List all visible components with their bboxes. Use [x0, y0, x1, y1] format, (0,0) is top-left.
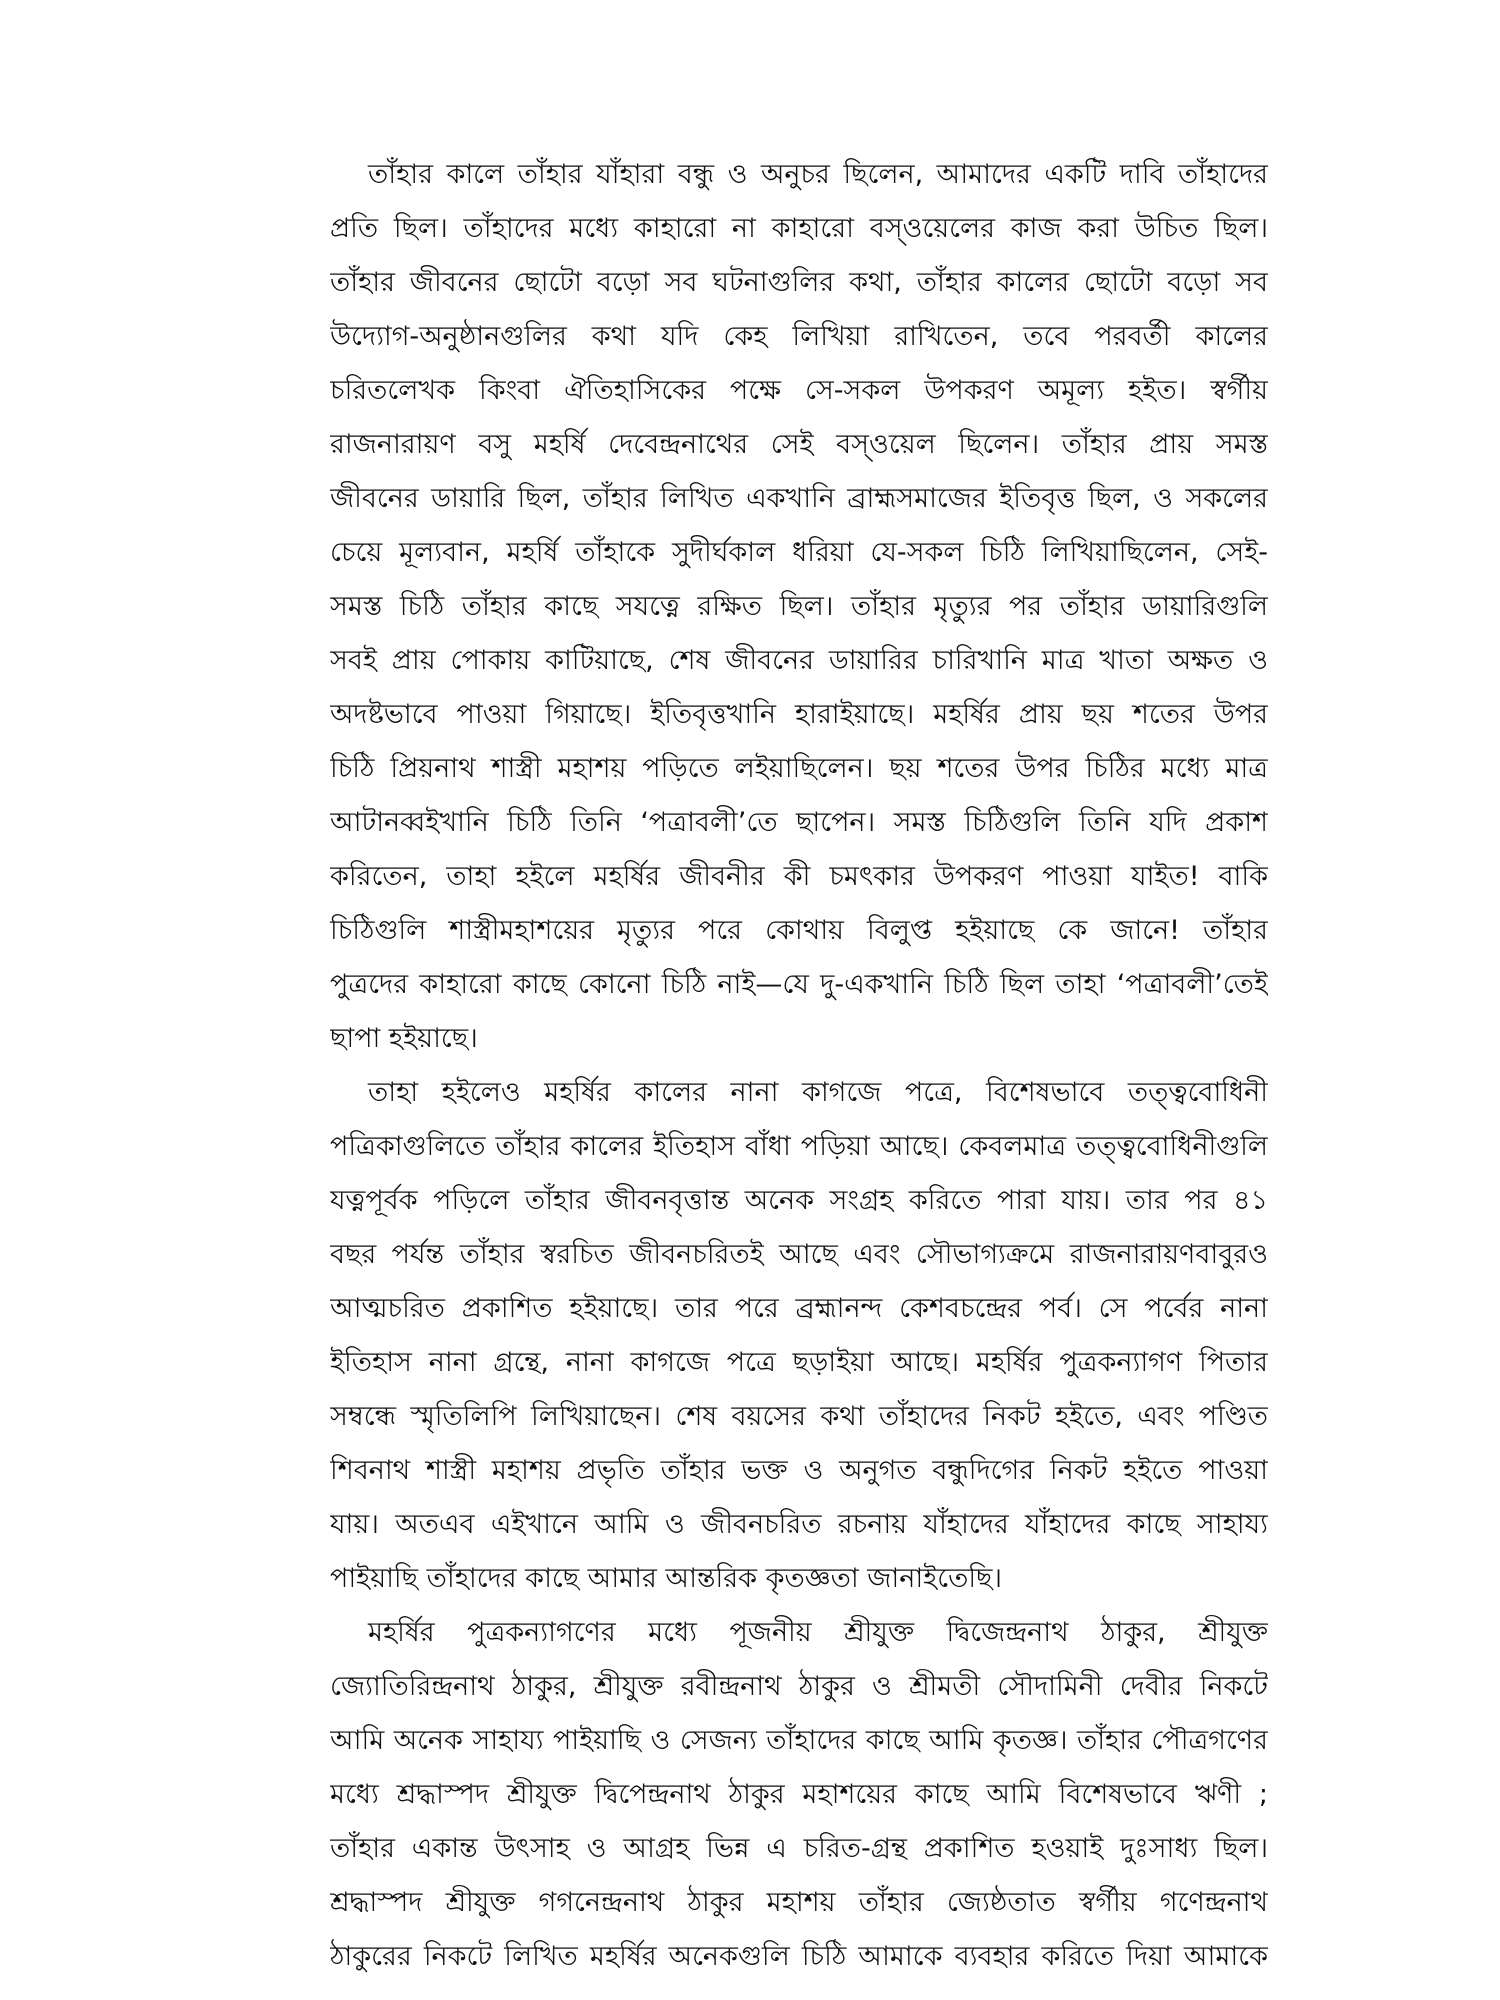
text-line: তাঁহার কালে তাঁহার যাঁহারা বন্ধু ও অনুচর ছিলেন, আমাদের একটি দাবি তাঁহাদের [368, 159, 1268, 190]
text-line: মধ্যে শ্রদ্ধাস্পদ শ্রীযুক্ত দ্বিপেন্দ্রনাথ ঠাকুর মহাশয়ের কাছে আমি বিশেষভাবে ঋণী ; [330, 1779, 1268, 1810]
text-line: ছাপা হইয়াছে। [330, 1023, 478, 1054]
text-line: শ্রদ্ধাস্পদ শ্রীযুক্ত গগনেন্দ্রনাথ ঠাকুর মহাশয় তাঁহার জ্যেষ্ঠতাত স্বর্গীয় গণেন্দ্রনাথ [330, 1887, 1268, 1918]
text-line: আমি অনেক সাহায্য পাইয়াছি ও সেজন্য তাঁহাদের কাছে আমি কৃতজ্ঞ। তাঁহার পৌত্রগণের [330, 1725, 1268, 1756]
text-line: জ্যোতিরিন্দ্রনাথ ঠাকুর, শ্রীযুক্ত রবীন্দ্রনাথ ঠাকুর ও শ্রীমতী সৌদামিনী দেবীর নিকটে [330, 1671, 1268, 1702]
paragraph-3 [330, 1606, 1268, 1984]
text-line: ঠাকুরের নিকটে লিখিত মহর্ষির অনেকগুলি চিঠি আমাকে ব্যবহার করিতে দিয়া আমাকে [330, 1941, 1268, 1972]
text-line: পুত্রদের কাহারো কাছে কোনো চিঠি নাই—যে দু-একখানি চিঠি ছিল তাহা ‘পত্রাবলী’তেই [330, 969, 1268, 1000]
text-line: প্রতি ছিল। তাঁহাদের মধ্যে কাহারো না কাহারো বস্‌ওয়েলের কাজ করা উচিত ছিল। [330, 213, 1268, 244]
body-text [330, 148, 1268, 1984]
text-line: তাঁহার একান্ত উৎসাহ ও আগ্রহ ভিন্ন এ চরিত-গ্রন্থ প্রকাশিত হওয়াই দুঃসাধ্য ছিল। [330, 1833, 1268, 1864]
text-line: মহর্ষির পুত্রকন্যাগণের মধ্যে পূজনীয় শ্রীযুক্ত দ্বিজেন্দ্রনাথ ঠাকুর, শ্রীযুক্ত [368, 1617, 1268, 1648]
text-line: সবই প্রায় পোকায় কাটিয়াছে, শেষ জীবনের ডায়ারির চারিখানি মাত্র খাতা অক্ষত ও [330, 645, 1268, 676]
text-line: চিঠিগুলি শাস্ত্রীমহাশয়ের মৃত্যুর পরে কোথায় বিলুপ্ত হইয়াছে কে জানে! তাঁহার [330, 915, 1268, 946]
text-line: যত্নপূর্বক পড়িলে তাঁহার জীবনবৃত্তান্ত অনেক সংগ্রহ করিতে পারা যায়। তার পর ৪১ [330, 1185, 1268, 1216]
text-line: অদষ্টভাবে পাওয়া গিয়াছে। ইতিবৃত্তখানি হারাইয়াছে। মহর্ষির প্রায় ছয় শতের উপর [330, 699, 1268, 730]
text-line: শিবনাথ শাস্ত্রী মহাশয় প্রভৃতি তাঁহার ভক্ত ও অনুগত বন্ধুদিগের নিকট হইতে পাওয়া [330, 1455, 1268, 1486]
text-line: যায়। অতএব এইখানে আমি ও জীবনচরিত রচনায় যাঁহাদের যাঁহাদের কাছে সাহায্য [330, 1509, 1268, 1540]
text-line: করিতেন, তাহা হইলে মহর্ষির জীবনীর কী চমৎকার উপকরণ পাওয়া যাইত! বাকি [330, 861, 1268, 892]
text-line: ইতিহাস নানা গ্রন্থে, নানা কাগজে পত্রে ছড়াইয়া আছে। মহর্ষির পুত্রকন্যাগণ পিতার [330, 1347, 1268, 1378]
text-line: চরিতলেখক কিংবা ঐতিহাসিকের পক্ষে সে-সকল উপকরণ অমূল্য হইত। স্বর্গীয় [330, 375, 1268, 406]
paragraph-1 [330, 148, 1268, 1066]
text-line: সমস্ত চিঠি তাঁহার কাছে সযত্নে রক্ষিত ছিল। তাঁহার মৃত্যুর পর তাঁহার ডায়ারিগুলি [330, 591, 1268, 622]
text-line: রাজনারায়ণ বসু মহর্ষি দেবেন্দ্রনাথের সেই বস্‌ওয়েল ছিলেন। তাঁহার প্রায় সমস্ত [330, 429, 1268, 460]
paragraph-2 [330, 1066, 1268, 1606]
text-line: জীবনের ডায়ারি ছিল, তাঁহার লিখিত একখানি ব্রাহ্মসমাজের ইতিবৃত্ত ছিল, ও সকলের [330, 483, 1268, 514]
text-line: তাঁহার জীবনের ছোটো বড়ো সব ঘটনাগুলির কথা, তাঁহার কালের ছোটো বড়ো সব [330, 267, 1268, 298]
text-line: সম্বন্ধে স্মৃতিলিপি লিখিয়াছেন। শেষ বয়সের কথা তাঁহাদের নিকট হইতে, এবং পণ্ডিত [330, 1401, 1268, 1432]
text-line: তাহা হইলেও মহর্ষির কালের নানা কাগজে পত্রে, বিশেষভাবে তত্ত্ববোধিনী [368, 1077, 1268, 1108]
text-line: চিঠি প্রিয়নাথ শাস্ত্রী মহাশয় পড়িতে লইয়াছিলেন। ছয় শতের উপর চিঠির মধ্যে মাত্র [330, 753, 1268, 784]
text-line: বছর পর্যন্ত তাঁহার স্বরচিত জীবনচরিতই আছে এবং সৌভাগ্যক্রমে রাজনারায়ণবাবুরও [330, 1239, 1268, 1270]
text-line: আটানব্বইখানি চিঠি তিনি ‘পত্রাবলী’তে ছাপেন। সমস্ত চিঠিগুলি তিনি যদি প্রকাশ [330, 807, 1268, 838]
text-line: পাইয়াছি তাঁহাদের কাছে আমার আন্তরিক কৃতজ্ঞতা জানাইতেছি। [330, 1563, 1003, 1594]
text-line: উদ্যোগ-অনুষ্ঠানগুলির কথা যদি কেহ লিখিয়া রাখিতেন, তবে পরবর্তী কালের [330, 321, 1268, 352]
text-line: পত্রিকাগুলিতে তাঁহার কালের ইতিহাস বাঁধা পড়িয়া আছে। কেবলমাত্র তত্ত্ববোধিনীগুলি [330, 1131, 1268, 1162]
text-line: আত্মচরিত প্রকাশিত হইয়াছে। তার পরে ব্রহ্মানন্দ কেশবচন্দ্রের পর্ব। সে পর্বের নানা [330, 1293, 1268, 1324]
text-line: চেয়ে মূল্যবান, মহর্ষি তাঁহাকে সুদীর্ঘকাল ধরিয়া যে-সকল চিঠি লিখিয়াছিলেন, সেই- [330, 537, 1268, 568]
